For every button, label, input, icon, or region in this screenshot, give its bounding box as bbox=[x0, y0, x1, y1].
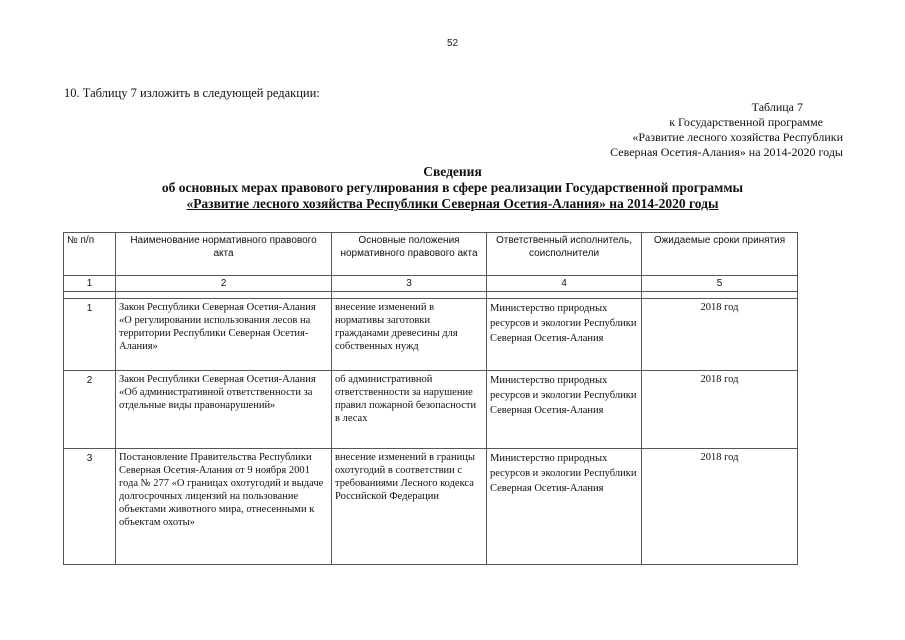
header-num: № п/п bbox=[64, 233, 116, 276]
appendix-line-3: «Развитие лесного хозяйства Республики bbox=[632, 130, 843, 144]
responsible-cell: Министерство природных ресурсов и экологии Республики Северная Осетия-Алания bbox=[487, 449, 642, 565]
document-title bbox=[0, 164, 905, 212]
responsible-cell: Министерство природных ресурсов и экологии Республики Северная Осетия-Алания bbox=[487, 371, 642, 449]
header-act: Наименование нормативного правового акта bbox=[116, 233, 332, 276]
act-name-cell: Закон Республики Северная Осетия-Алания «О регулировании использования лесов на территории Республики Северная Осетия-Алания» bbox=[116, 299, 332, 371]
table-row bbox=[64, 371, 798, 449]
page-number: 52 bbox=[446, 38, 459, 49]
provisions-cell: внесение изменений в нормативы заготовки гражданами древесины для собственных нужд bbox=[332, 299, 487, 371]
column-number: 3 bbox=[332, 276, 487, 292]
table-row bbox=[64, 449, 798, 565]
column-number: 1 bbox=[64, 276, 116, 292]
row-number: 1 bbox=[64, 299, 116, 371]
act-name-cell: Закон Республики Северная Осетия-Алания «Об административной ответственности за отдельные виды правонарушений» bbox=[116, 371, 332, 449]
provisions-cell: внесение изменений в границы охотугодий в соответствии с требованиями Лесного кодекса Российской Федерации bbox=[332, 449, 487, 565]
header-provisions: Основные положения нормативного правового акта bbox=[332, 233, 487, 276]
header-term: Ожидаемые сроки принятия bbox=[642, 233, 798, 276]
term-cell: 2018 год bbox=[642, 371, 798, 449]
measures-table bbox=[63, 232, 798, 565]
title-line-3: «Развитие лесного хозяйства Республики Северная Осетия-Алания» на 2014-2020 годы bbox=[186, 196, 719, 211]
row-number: 2 bbox=[64, 371, 116, 449]
title-line-1: Сведения bbox=[423, 164, 482, 179]
title-line-2: об основных мерах правового регулирования в сфере реализации Государственной программы bbox=[161, 180, 744, 195]
appendix-caption bbox=[543, 100, 843, 160]
appendix-line-2: к Государственной программе bbox=[669, 115, 823, 129]
table-header-row bbox=[64, 233, 798, 276]
instruction-text: 10. Таблицу 7 изложить в следующей редакции: bbox=[64, 86, 320, 100]
act-name-cell: Постановление Правительства Республики Северная Осетия-Алания от 9 ноября 2001 года № 277 «О границах охотугодий и выдаче долгосрочных лицензий на пользование объектами животного мира, отнесенными к объектам охоты» bbox=[116, 449, 332, 565]
appendix-line-1: Таблица 7 bbox=[751, 100, 803, 114]
row-number: 3 bbox=[64, 449, 116, 565]
term-cell: 2018 год bbox=[642, 299, 798, 371]
table-row bbox=[64, 299, 798, 371]
spacer-row bbox=[64, 292, 798, 299]
term-cell: 2018 год bbox=[642, 449, 798, 565]
column-numbers-row bbox=[64, 276, 798, 292]
column-number: 5 bbox=[642, 276, 798, 292]
column-number: 2 bbox=[116, 276, 332, 292]
column-number: 4 bbox=[487, 276, 642, 292]
header-responsible: Ответственный исполнитель, соисполнители bbox=[487, 233, 642, 276]
appendix-line-4: Северная Осетия-Алания» на 2014-2020 годы bbox=[610, 145, 843, 159]
provisions-cell: об административной ответственности за нарушение правил пожарной безопасности в лесах bbox=[332, 371, 487, 449]
responsible-cell: Министерство природных ресурсов и экологии Республики Северная Осетия-Алания bbox=[487, 299, 642, 371]
